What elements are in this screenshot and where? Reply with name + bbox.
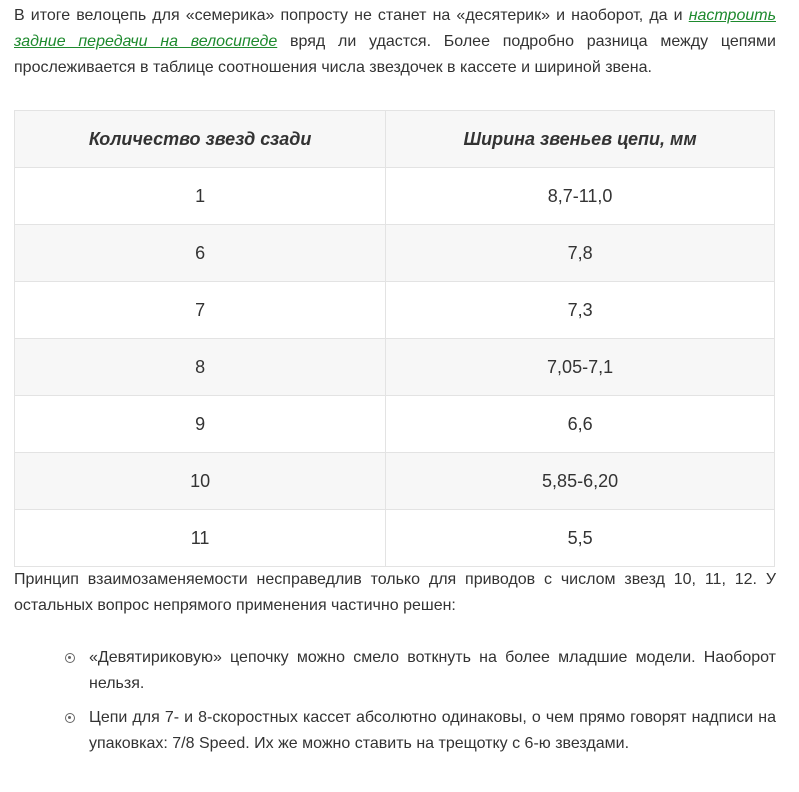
cell-sprockets: 10 — [15, 453, 386, 510]
table-row — [15, 168, 775, 225]
chain-width-table — [14, 110, 775, 567]
cell-width: 5,85-6,20 — [386, 453, 775, 510]
cell-width: 7,3 — [386, 282, 775, 339]
cell-sprockets: 7 — [15, 282, 386, 339]
cell-sprockets: 11 — [15, 510, 386, 567]
table-row — [15, 510, 775, 567]
cell-width: 7,05-7,1 — [386, 339, 775, 396]
cell-sprockets: 6 — [15, 225, 386, 282]
table-row — [15, 396, 775, 453]
header-rear-sprockets: Количество звезд сзади — [15, 111, 386, 168]
article-content — [14, 0, 776, 765]
list-item-text: «Девятириковую» цепочку можно смело воткнуть на более младшие модели. Наоборот нельзя. — [89, 649, 776, 692]
cell-width: 5,5 — [386, 510, 775, 567]
intro-paragraph — [14, 0, 776, 81]
header-chain-width: Ширина звеньев цепи, мм — [386, 111, 775, 168]
cell-sprockets: 1 — [15, 168, 386, 225]
table-row — [15, 339, 775, 396]
table-row — [15, 282, 775, 339]
principle-paragraph: Принцип взаимозаменяемости несправедлив только для приводов с числом звезд 10, 11, 12. У остальных вопрос непрямого применения частично решен: — [14, 571, 776, 614]
intro-text-before: В итоге велоцепь для «семерика» попросту не станет на «десятерик» и наоборот, да и — [14, 7, 689, 24]
list-item — [89, 705, 776, 757]
cell-sprockets: 8 — [15, 339, 386, 396]
bullet-list — [14, 645, 776, 757]
cell-width: 7,8 — [386, 225, 775, 282]
list-item — [89, 645, 776, 697]
table-row — [15, 453, 775, 510]
table-row — [15, 225, 775, 282]
cell-sprockets: 9 — [15, 396, 386, 453]
cell-width: 8,7-11,0 — [386, 168, 775, 225]
cell-width: 6,6 — [386, 396, 775, 453]
circle-bullet-icon — [65, 653, 75, 663]
list-item-text: Цепи для 7- и 8-скоростных кассет абсолютно одинаковы, о чем прямо говорят надписи на упаковках: 7/8 Speed. Их же можно ставить на трещотку с 6-ю звездами. — [89, 709, 776, 752]
gear-setup-link[interactable]: настроить задние передачи на велосипеде — [14, 7, 776, 50]
circle-bullet-icon — [65, 713, 75, 723]
intro-text-after: вряд ли удастся. Более подробно разница между цепями прослеживается в таблице соотношения числа звездочек в кассете и шириной звена. — [14, 33, 776, 76]
table-header-row — [15, 111, 775, 168]
